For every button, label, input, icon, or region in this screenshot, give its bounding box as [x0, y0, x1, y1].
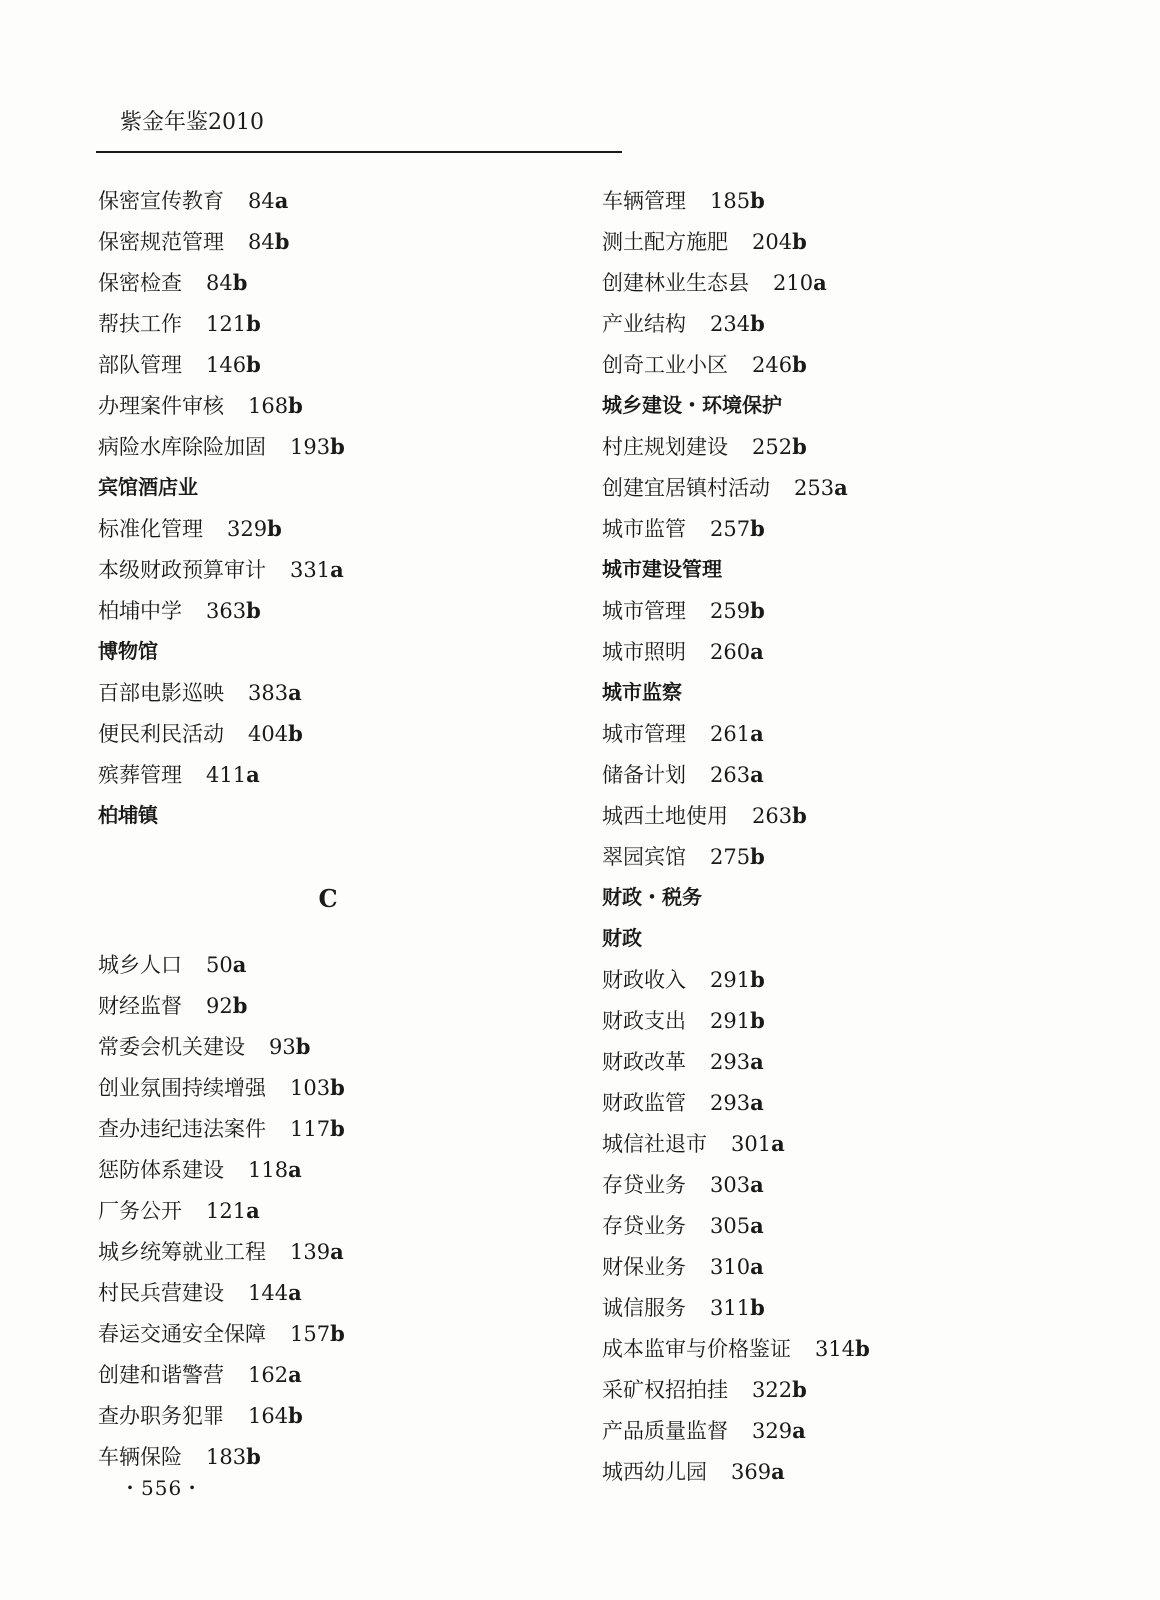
- entry-page-suffix: a: [246, 1198, 260, 1223]
- entry-page: 157: [290, 1322, 331, 1346]
- index-entry: [602, 303, 1122, 344]
- entry-term: 财政监管: [602, 1091, 686, 1115]
- entry-page-suffix: a: [288, 1280, 302, 1305]
- category-heading: 城市建设管理: [602, 557, 722, 581]
- entry-group: [602, 590, 1122, 672]
- entry-term: 便民利民活动: [98, 722, 224, 746]
- index-entry: [98, 549, 558, 590]
- entry-page: 404: [248, 722, 289, 746]
- entry-page: 92: [206, 994, 233, 1018]
- entry-page: 117: [290, 1117, 331, 1141]
- entry-page-suffix: a: [288, 1362, 302, 1387]
- entry-page: 322: [752, 1378, 793, 1402]
- index-entry: [98, 590, 558, 631]
- index-entry: [98, 1067, 558, 1108]
- index-entry: [602, 1000, 1122, 1041]
- index-entry: [602, 1410, 1122, 1451]
- entry-page-suffix: a: [288, 1157, 302, 1182]
- index-entry: [98, 1354, 558, 1395]
- entry-term: 保密规范管理: [98, 230, 224, 254]
- index-entry: [602, 262, 1122, 303]
- entry-page: 253: [794, 476, 835, 500]
- entry-term: 城信社退市: [602, 1132, 707, 1156]
- entry-page: 263: [710, 763, 751, 787]
- entry-page: 234: [710, 312, 751, 336]
- index-entry: [602, 426, 1122, 467]
- entry-page-suffix: a: [771, 1459, 785, 1484]
- index-entry: [602, 836, 1122, 877]
- entry-page-suffix: a: [750, 1049, 764, 1074]
- entry-page-suffix: a: [232, 952, 247, 977]
- index-entry: [98, 1436, 558, 1477]
- index-entry: [98, 1272, 558, 1313]
- entry-page-suffix: b: [750, 311, 765, 336]
- entry-term: 办理案件审核: [98, 394, 224, 418]
- index-entry: [98, 1026, 558, 1067]
- entry-term: 标准化管理: [98, 517, 203, 541]
- entry-page-suffix: a: [330, 1239, 344, 1264]
- index-entry: [602, 221, 1122, 262]
- entry-term: 惩防体系建设: [98, 1158, 224, 1182]
- entry-page: 411: [206, 763, 247, 787]
- entry-term: 柏埔中学: [98, 599, 182, 623]
- entry-term: 保密宣传教育: [98, 189, 224, 213]
- entry-page-suffix: b: [274, 229, 290, 254]
- entry-page: 261: [710, 722, 751, 746]
- entry-page: 259: [710, 599, 751, 623]
- entry-page-suffix: b: [750, 1295, 765, 1320]
- entry-page-suffix: b: [330, 434, 345, 459]
- entry-page: 305: [710, 1214, 751, 1238]
- entry-page-suffix: a: [750, 721, 764, 746]
- entry-term: 城市管理: [602, 722, 686, 746]
- entry-page-suffix: b: [792, 352, 807, 377]
- entry-term: 产品质量监督: [602, 1419, 728, 1443]
- index-column-left: [98, 180, 558, 1477]
- entry-term: 殡葬管理: [98, 763, 182, 787]
- index-entry: [602, 959, 1122, 1000]
- entry-page: 84: [248, 230, 275, 254]
- entry-term: 城市管理: [602, 599, 686, 623]
- entry-term: 帮扶工作: [98, 312, 182, 336]
- index-entry: [98, 754, 558, 795]
- entry-page-suffix: b: [288, 721, 303, 746]
- entry-term: 财保业务: [602, 1255, 686, 1279]
- entry-page-suffix: b: [792, 1377, 807, 1402]
- entry-page: 331: [290, 558, 331, 582]
- index-entry: [602, 1164, 1122, 1205]
- entry-term: 财政收入: [602, 968, 686, 992]
- index-column-right: [602, 180, 1122, 1492]
- entry-page: 275: [710, 845, 751, 869]
- entry-page: 291: [710, 1009, 751, 1033]
- entry-page: 162: [248, 1363, 289, 1387]
- entry-page: 310: [710, 1255, 751, 1279]
- entry-page-suffix: b: [330, 1321, 345, 1346]
- index-entry: [98, 1395, 558, 1436]
- index-entry: [602, 344, 1122, 385]
- entry-page-suffix: a: [834, 475, 848, 500]
- entry-page-suffix: a: [750, 762, 764, 787]
- entry-group: [602, 959, 1122, 1492]
- entry-page-suffix: b: [750, 1008, 765, 1033]
- running-header: 紫金年鉴2010: [120, 110, 264, 135]
- entry-term: 诚信服务: [602, 1296, 686, 1320]
- entry-page-suffix: a: [288, 680, 302, 705]
- entry-term: 创建和谐警营: [98, 1363, 224, 1387]
- entry-page-suffix: b: [232, 993, 248, 1018]
- entry-page-suffix: a: [813, 270, 827, 295]
- entry-page: 329: [752, 1419, 793, 1443]
- index-entry: [602, 508, 1122, 549]
- index-entry: [98, 713, 558, 754]
- entry-term: 村民兵营建设: [98, 1281, 224, 1305]
- entry-term: 部队管理: [98, 353, 182, 377]
- entry-page-suffix: b: [267, 516, 282, 541]
- entry-page-suffix: b: [855, 1336, 870, 1361]
- entry-page-suffix: a: [750, 1213, 764, 1238]
- entry-term: 成本监审与价格鉴证: [602, 1337, 791, 1361]
- index-entry: [602, 590, 1122, 631]
- entry-page-suffix: b: [246, 311, 261, 336]
- category-heading: 博物馆: [98, 639, 158, 663]
- entry-page: 363: [206, 599, 247, 623]
- entry-term: 城西幼儿园: [602, 1460, 707, 1484]
- entry-term: 存贷业务: [602, 1173, 686, 1197]
- category-heading: 柏埔镇: [98, 803, 158, 827]
- entry-group: [602, 426, 1122, 549]
- entry-term: 储备计划: [602, 763, 686, 787]
- entry-page: 118: [248, 1158, 289, 1182]
- index-entry: [98, 1231, 558, 1272]
- entry-page: 383: [248, 681, 289, 705]
- entry-term: 财政改革: [602, 1050, 686, 1074]
- entry-page: 314: [815, 1337, 856, 1361]
- entry-page: 311: [710, 1296, 751, 1320]
- entry-term: 本级财政预算审计: [98, 558, 266, 582]
- entry-term: 百部电影巡映: [98, 681, 224, 705]
- entry-group: [602, 180, 1122, 385]
- index-entry: [602, 1082, 1122, 1123]
- index-entry: [98, 944, 558, 985]
- entry-page-suffix: a: [750, 1172, 764, 1197]
- index-entry: [98, 385, 558, 426]
- entry-page: 84: [206, 271, 233, 295]
- category-heading: 财政: [602, 926, 642, 950]
- entry-page: 369: [731, 1460, 772, 1484]
- entry-page: 84: [248, 189, 275, 213]
- entry-page-suffix: a: [246, 762, 260, 787]
- entry-term: 城乡统筹就业工程: [98, 1240, 266, 1264]
- entry-group: [98, 672, 558, 795]
- entry-term: 查办违纪违法案件: [98, 1117, 266, 1141]
- entry-page-suffix: a: [330, 557, 344, 582]
- entry-page: 293: [710, 1091, 751, 1115]
- index-entry: [602, 1287, 1122, 1328]
- entry-page: 263: [752, 804, 793, 828]
- index-entry: [98, 221, 558, 262]
- entry-term: 创建林业生态县: [602, 271, 749, 295]
- entry-page: 260: [710, 640, 751, 664]
- entry-page-suffix: a: [792, 1418, 806, 1443]
- index-entry: [602, 631, 1122, 672]
- entry-page-suffix: b: [232, 270, 248, 295]
- entry-page-suffix: b: [246, 1444, 261, 1469]
- entry-term: 财经监督: [98, 994, 182, 1018]
- entry-page: 144: [248, 1281, 289, 1305]
- entry-page: 183: [206, 1445, 247, 1469]
- entry-term: 创业氛围持续增强: [98, 1076, 266, 1100]
- index-entry: [602, 1205, 1122, 1246]
- entry-page-suffix: b: [288, 1403, 303, 1428]
- index-entry: [602, 1328, 1122, 1369]
- entry-term: 保密检查: [98, 271, 182, 295]
- index-entry: [98, 262, 558, 303]
- entry-term: 车辆管理: [602, 189, 686, 213]
- entry-term: 城西土地使用: [602, 804, 728, 828]
- index-entry: [602, 713, 1122, 754]
- index-entry: [98, 1108, 558, 1149]
- entry-page: 329: [227, 517, 268, 541]
- entry-term: 城市照明: [602, 640, 686, 664]
- entry-term: 测土配方施肥: [602, 230, 728, 254]
- index-entry: [98, 303, 558, 344]
- category-heading: 城乡建设・环境保护: [602, 393, 782, 417]
- category-heading: 财政・税务: [602, 885, 702, 909]
- entry-page: 301: [731, 1132, 772, 1156]
- entry-page: 293: [710, 1050, 751, 1074]
- entry-page-suffix: b: [792, 434, 807, 459]
- entry-page-suffix: a: [750, 639, 764, 664]
- index-entry: [602, 1369, 1122, 1410]
- index-entry: [98, 985, 558, 1026]
- entry-term: 创建宜居镇村活动: [602, 476, 770, 500]
- index-entry: [98, 344, 558, 385]
- entry-term: 常委会机关建设: [98, 1035, 245, 1059]
- category-heading: 宾馆酒店业: [98, 475, 198, 499]
- entry-page-suffix: b: [792, 229, 807, 254]
- index-entry: [602, 1451, 1122, 1492]
- entry-page-suffix: a: [274, 188, 289, 213]
- entry-page: 139: [290, 1240, 331, 1264]
- index-entry: [602, 1041, 1122, 1082]
- entry-term: 城市监管: [602, 517, 686, 541]
- entry-group: [98, 944, 558, 1477]
- entry-term: 城乡人口: [98, 953, 182, 977]
- entry-page: 164: [248, 1404, 289, 1428]
- entry-page: 257: [710, 517, 751, 541]
- entry-page: 303: [710, 1173, 751, 1197]
- entry-term: 春运交通安全保障: [98, 1322, 266, 1346]
- entry-term: 财政支出: [602, 1009, 686, 1033]
- index-entry: [98, 1149, 558, 1190]
- entry-page: 168: [248, 394, 289, 418]
- entry-page-suffix: b: [750, 844, 765, 869]
- entry-page: 210: [773, 271, 814, 295]
- index-entry: [98, 180, 558, 221]
- entry-page-suffix: b: [246, 352, 261, 377]
- index-entry: [98, 1190, 558, 1231]
- entry-page-suffix: a: [771, 1131, 785, 1156]
- entry-page-suffix: b: [750, 598, 765, 623]
- entry-term: 车辆保险: [98, 1445, 182, 1469]
- entry-term: 创奇工业小区: [602, 353, 728, 377]
- entry-term: 翠园宾馆: [602, 845, 686, 869]
- entry-page: 50: [206, 953, 233, 977]
- category-heading: 城市监察: [602, 680, 682, 704]
- entry-page-suffix: b: [750, 967, 765, 992]
- entry-page-suffix: b: [750, 516, 765, 541]
- entry-page-suffix: b: [330, 1116, 345, 1141]
- index-entry: [602, 1123, 1122, 1164]
- entry-page-suffix: b: [295, 1034, 311, 1059]
- entry-group: [98, 508, 558, 631]
- entry-page-suffix: b: [246, 598, 261, 623]
- index-entry: [602, 180, 1122, 221]
- entry-page: 103: [290, 1076, 331, 1100]
- entry-page: 252: [752, 435, 793, 459]
- entry-page: 146: [206, 353, 247, 377]
- index-entry: [602, 754, 1122, 795]
- entry-page: 93: [269, 1035, 296, 1059]
- entry-page: 121: [206, 1199, 247, 1223]
- section-letter: C: [318, 884, 338, 913]
- entry-group: [98, 180, 558, 467]
- index-entry: [98, 1313, 558, 1354]
- entry-page-suffix: b: [330, 1075, 345, 1100]
- entry-page-suffix: b: [288, 393, 303, 418]
- entry-page-suffix: b: [792, 803, 807, 828]
- entry-page: 185: [710, 189, 751, 213]
- entry-term: 存贷业务: [602, 1214, 686, 1238]
- entry-page: 246: [752, 353, 793, 377]
- entry-page: 121: [206, 312, 247, 336]
- entry-page-suffix: a: [750, 1254, 764, 1279]
- entry-page-suffix: a: [750, 1090, 764, 1115]
- index-entry: [98, 426, 558, 467]
- header-rule: [96, 151, 622, 153]
- index-entry: [98, 508, 558, 549]
- entry-term: 查办职务犯罪: [98, 1404, 224, 1428]
- index-entry: [602, 1246, 1122, 1287]
- page-number: ・556・: [120, 1476, 204, 1500]
- index-entry: [98, 672, 558, 713]
- entry-term: 采矿权招拍挂: [602, 1378, 728, 1402]
- entry-term: 厂务公开: [98, 1199, 182, 1223]
- entry-term: 村庄规划建设: [602, 435, 728, 459]
- index-entry: [602, 467, 1122, 508]
- entry-term: 产业结构: [602, 312, 686, 336]
- entry-page: 204: [752, 230, 793, 254]
- entry-term: 病险水库除险加固: [98, 435, 266, 459]
- entry-group: [602, 713, 1122, 877]
- entry-page: 193: [290, 435, 331, 459]
- entry-page: 291: [710, 968, 751, 992]
- entry-page-suffix: b: [750, 188, 765, 213]
- index-entry: [602, 795, 1122, 836]
